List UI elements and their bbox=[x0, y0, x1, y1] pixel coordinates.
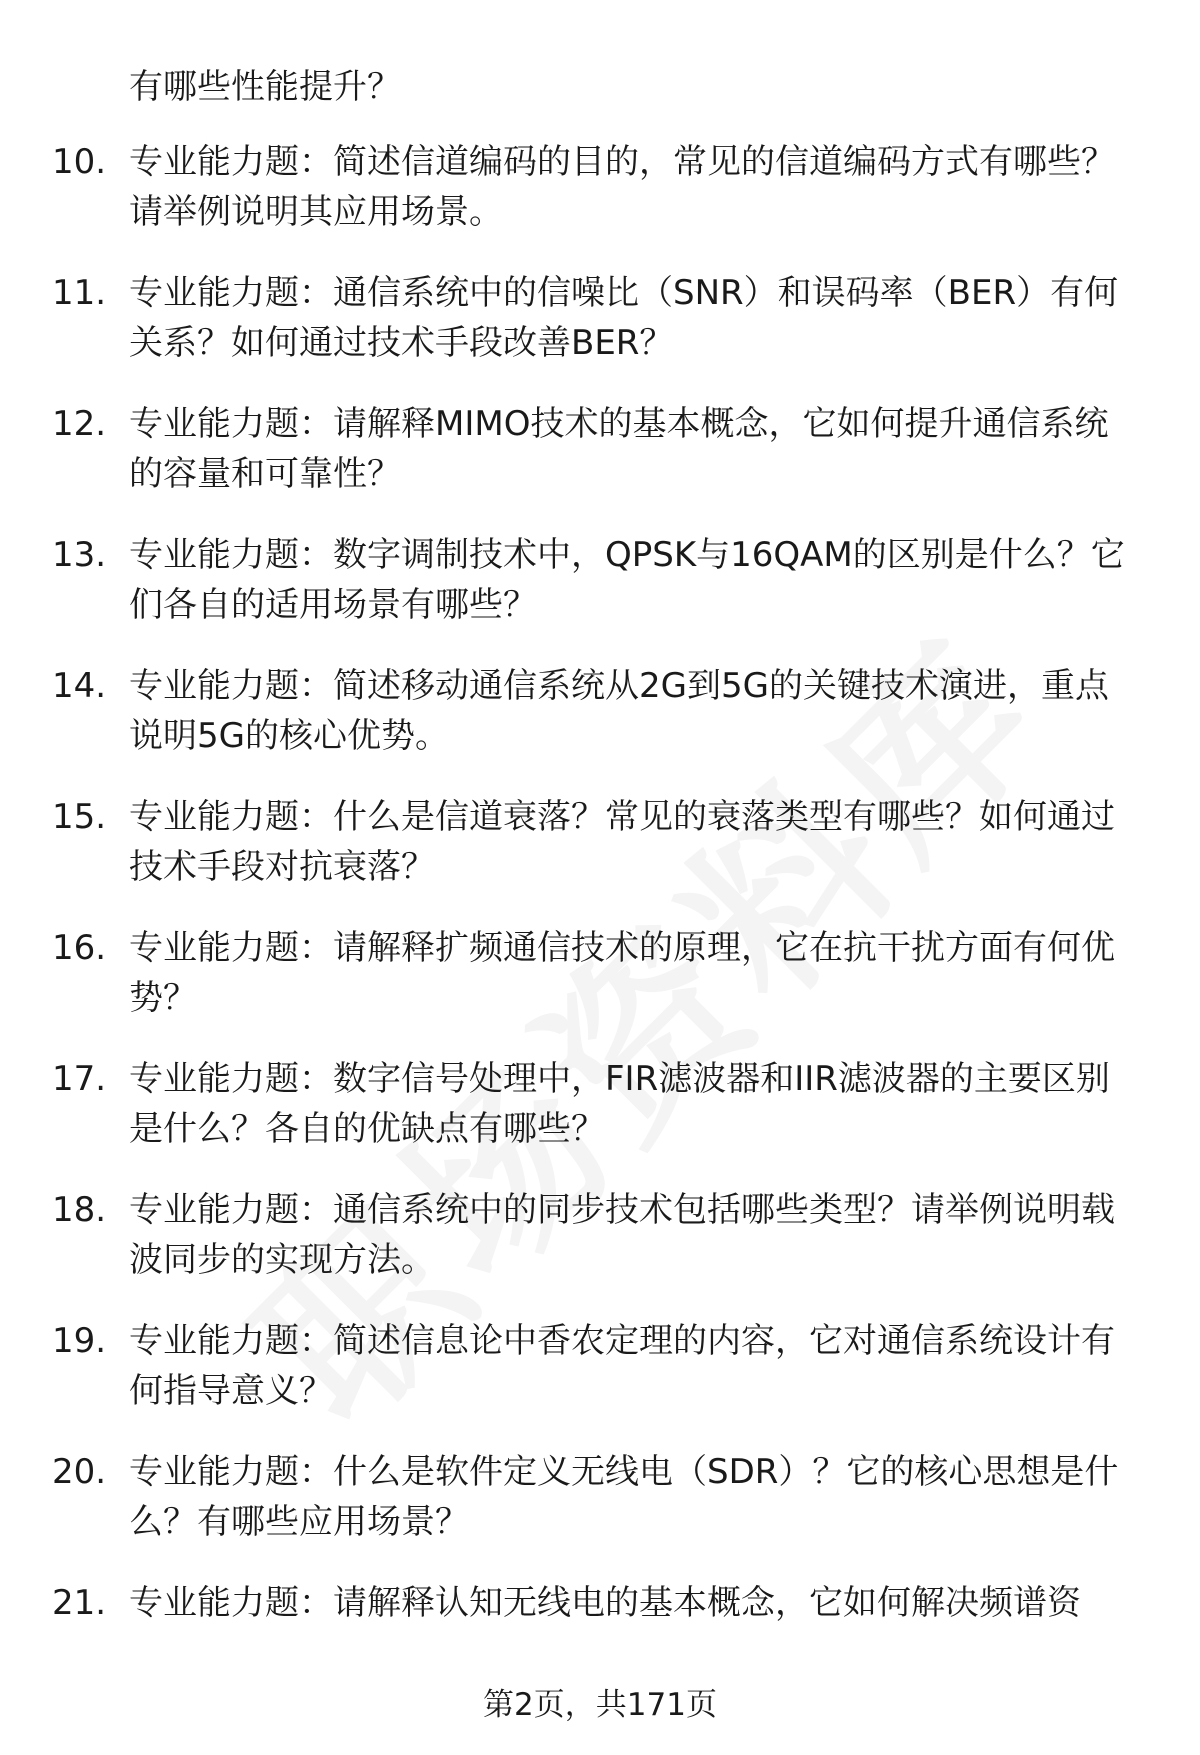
question-text: 专业能力题：什么是信道衰落？常见的衰落类型有哪些？如何通过技术手段对抗衰落？ bbox=[129, 797, 1115, 887]
question-number: 11. bbox=[52, 273, 107, 313]
question-number: 16. bbox=[52, 928, 107, 968]
question-number: 18. bbox=[52, 1190, 107, 1230]
question-text: 专业能力题：简述移动通信系统从2G到5G的关键技术演进，重点说明5G的核心优势。 bbox=[129, 666, 1109, 756]
question-text: 专业能力题：数字调制技术中，QPSK与16QAM的区别是什么？它们各自的适用场景有哪些？ bbox=[129, 535, 1125, 625]
question-item bbox=[0, 530, 1200, 661]
question-text: 专业能力题：请解释认知无线电的基本概念，它如何解决频谱资 bbox=[129, 1583, 1081, 1623]
question-number: 15. bbox=[52, 797, 107, 837]
page-footer: 第2页，共171页 bbox=[483, 1687, 717, 1723]
question-number: 12. bbox=[52, 404, 107, 444]
question-text: 专业能力题：简述信息论中香农定理的内容，它对通信系统设计有何指导意义？ bbox=[129, 1321, 1115, 1411]
question-text: 专业能力题：什么是软件定义无线电（SDR）？它的核心思想是什么？有哪些应用场景？ bbox=[129, 1452, 1119, 1542]
question-number: 13. bbox=[52, 535, 107, 575]
question-number: 14. bbox=[52, 666, 107, 706]
question-item bbox=[0, 137, 1200, 268]
question-text: 专业能力题：通信系统中的信噪比（SNR）和误码率（BER）有何关系？如何通过技术手段改善BER？ bbox=[129, 273, 1119, 363]
continued-question-text: 有哪些性能提升？ bbox=[129, 67, 401, 107]
question-item bbox=[0, 1316, 1200, 1447]
question-text: 专业能力题：数字信号处理中，FIR滤波器和IIR滤波器的主要区别是什么？各自的优缺点有哪些？ bbox=[129, 1059, 1110, 1149]
question-item bbox=[0, 1054, 1200, 1185]
question-text: 专业能力题：请解释扩频通信技术的原理，它在抗干扰方面有何优势？ bbox=[129, 928, 1115, 1018]
question-item bbox=[0, 1185, 1200, 1316]
question-item bbox=[0, 792, 1200, 923]
question-item bbox=[0, 268, 1200, 399]
question-number: 10. bbox=[52, 142, 107, 182]
question-number: 17. bbox=[52, 1059, 107, 1099]
question-text: 专业能力题：通信系统中的同步技术包括哪些类型？请举例说明载波同步的实现方法。 bbox=[129, 1190, 1115, 1280]
question-list bbox=[0, 137, 1200, 1709]
question-text: 专业能力题：简述信道编码的目的，常见的信道编码方式有哪些？请举例说明其应用场景。 bbox=[129, 142, 1115, 232]
question-text: 专业能力题：请解释MIMO技术的基本概念，它如何提升通信系统的容量和可靠性？ bbox=[129, 404, 1109, 494]
question-number: 20. bbox=[52, 1452, 107, 1492]
question-item bbox=[0, 661, 1200, 792]
question-number: 21. bbox=[52, 1583, 107, 1623]
question-item bbox=[0, 923, 1200, 1054]
question-item bbox=[0, 399, 1200, 530]
question-item bbox=[0, 1447, 1200, 1578]
question-number: 19. bbox=[52, 1321, 107, 1361]
